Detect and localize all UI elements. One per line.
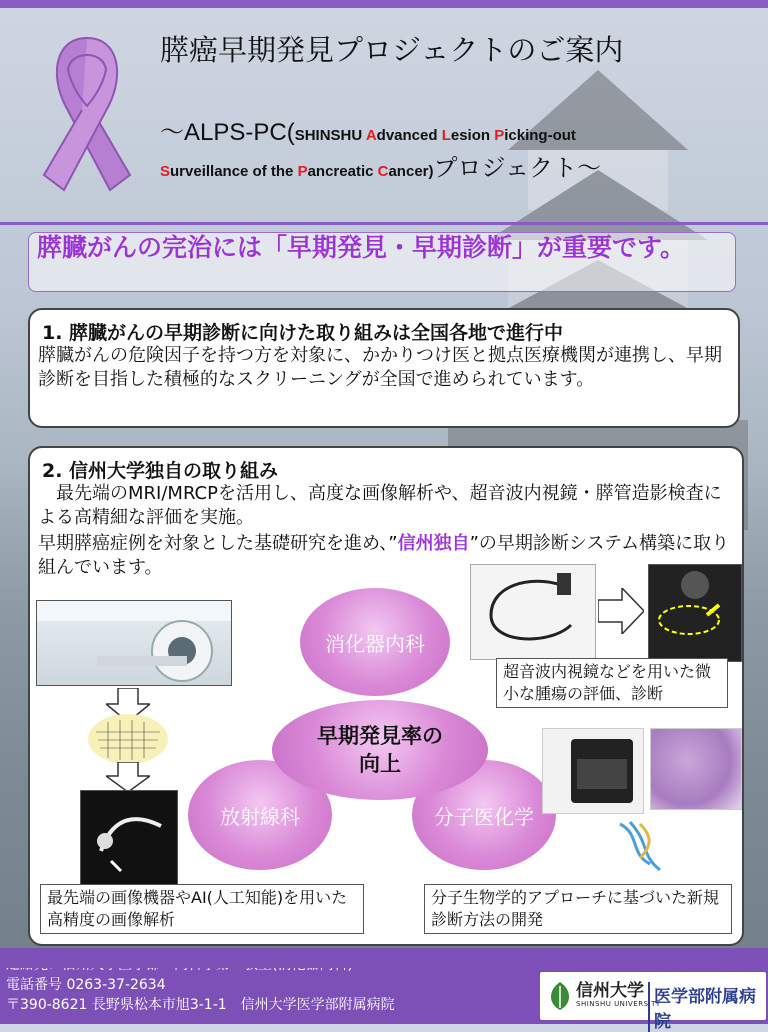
brain-ai-icon: [86, 712, 170, 766]
leaf-logo-icon: [546, 980, 574, 1012]
university-logo: [540, 972, 766, 1032]
section2-body1: 最先端のMRI/MRCPを活用し、高度な画像解析や、超音波内視鏡・膵管造影検査による高精細な評価を実施。: [38, 483, 722, 528]
eus-caption: 超音波内視鏡などを用いた微小な腫瘍の評価、診断: [496, 658, 728, 708]
section2-body2: 早期膵癌症例を対象とした基礎研究を進め、”信州独自”の早期診断システム構築に取り組んでいます。: [38, 533, 730, 578]
footer-top-band: [0, 948, 768, 968]
project-subtitle-line2: Surveillance of the Pancreatic Cancer)プロジェクト〜: [160, 155, 602, 182]
logo-hospital-name: 医学部附属病院: [648, 982, 766, 1032]
mri-machine-photo: [36, 600, 232, 686]
top-band: [0, 0, 768, 8]
key-message-banner: [28, 232, 736, 292]
gi-medicine-circle: 消化器内科: [300, 588, 450, 696]
molecular-caption: 分子生物学的アプローチに基づいた新規診断方法の開発: [424, 884, 732, 934]
endoscope-photo: [470, 564, 596, 660]
imaging-caption: 最先端の画像機器やAI(人工知能)を用いた高精度の画像解析: [40, 884, 364, 934]
key-message-text: 膵臓がんの完治には「早期発見・早期診断」が重要です。: [37, 233, 686, 262]
histology-image: [650, 728, 742, 810]
radiology-circle: 放射線科: [188, 760, 332, 870]
project-subtitle-line1: 〜ALPS-PC(SHINSHU Advanced Lesion Picking-out: [160, 119, 576, 146]
section1-heading: 1. 膵臓がんの早期診断に向けた取り組みは全国各地で進行中: [42, 322, 564, 344]
footer-address: 〒390-8621 長野県松本市旭3-1-1 信州大学医学部附属病院: [6, 997, 395, 1013]
eus-image: [648, 564, 742, 662]
molecular-medicine-circle: 分子医化学: [412, 760, 556, 870]
section1-body: 膵臓がんの危険因子を持つ方を対象に、かかりつけ医と拠点医療機関が連携し、早期診断を目指した積極的なスクリーニングが全国で進められています。: [38, 345, 722, 390]
down-arrow-icon: [106, 762, 150, 792]
footer-phone: 電話番号 0263-37-2634: [6, 977, 166, 993]
page-title: 膵癌早期発見プロジェクトのご案内: [160, 33, 624, 67]
purple-ribbon-icon: [30, 30, 145, 195]
early-detection-circle: 早期発見率の 向上: [272, 700, 488, 800]
logo-university-name: 信州大学: [576, 981, 644, 1001]
section2-heading: 2. 信州大学独自の取り組み: [42, 460, 279, 482]
protein-structure-icon: [610, 814, 674, 878]
mrcp-image: [80, 790, 178, 886]
header-divider: [0, 222, 768, 225]
logo-university-en: SHINSHU UNIVERSITY: [576, 1000, 661, 1008]
section1-box: [28, 308, 740, 428]
right-arrow-icon: [598, 588, 644, 634]
sequencer-photo: [542, 728, 644, 814]
